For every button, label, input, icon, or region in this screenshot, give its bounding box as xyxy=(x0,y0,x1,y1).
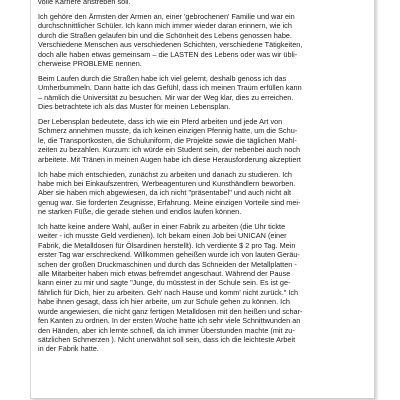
paragraph: Ich habe mich entschieden, zunächst zu arbeiten und danach zu studieren. Ich habe mich bei Einkaufszentren, Werbeagenturen und Kunsthändlern beworben. Aber sie haben mich abgewiesen, da ich nicht "präsentabel" und auch nicht alt genug war. Sie forderten Zeugnisse, Erfahrung. Meine einzigen Vorteile sind mei- ne starken Füße, die gerade stehen und endlos laufen können. xyxy=(38,169,301,217)
paragraph: Der Lebensplan bedeutete, dass ich wie ein Pferd arbeiten und jede Art von Schmerz annehmen musste, da ich keinen einzigen Pfennig hatte, um die Schu- le, die Transportkosten, die Schuluniform, die Projekte sowie die täglichen Mahl- zeiten zu bezahlen. Kurzum: ich würde ein Student sein, der nebenbei auch noch arbeitete. Mit Tränen in meinen Augen habe ich diese Herausforderung akzeptiert xyxy=(38,116,301,164)
paragraph: volle Karriere anstreben soll. xyxy=(38,0,131,6)
paragraph: Ich gehöre den Ärmsten der Armen an, einer 'gebrochenen' Familie und war ein durchschnittlicher Schüler. Ich kann mich immer wieder daran erinnern, wie ich durch die Straßen gelaufen bin und die Schönheit des Lebens genossen habe. Verschiedene Menschen aus verschiedenen Schichten, verschiedene Tätigkeiten, doch alle haben etwas gemeinsam – die LASTEN des Lebens oder was wir übli- cherweise PROBLEME nennen. xyxy=(38,11,303,68)
document-body xyxy=(38,0,370,359)
paragraph: Beim Laufen durch die Straßen habe ich viel gelernt, deshalb genoss ich das Umherbummeln. Dann hatte ich das Gefühl, dass ich meinen Traum erfüllen kann – nämlich die Universität zu besuchen. Mir war der Weg klar, dies zu erreichen. Dies betrachtete ich als das Muster für meinen Lebensplan. xyxy=(38,73,302,112)
document-page xyxy=(30,0,375,399)
paragraph: Ich hatte keine andere Wahl, außer in einer Fabrik zu arbeiten (die Uhr tickte weiter - ich musste Geld verdienen). Ich bekam einen Job bei UNICAN (einer Fabrik, die Metalldosen für Ölsardinen herstellt). Ich verdiente $ 2 pro Tag. Mein erster Tag war erschreckend. Willkommen geheißen wurde ich von lauten Geräu- schen der großen Druckmaschinen und durch das Schneiden der Metallplatten - alle Mitarbeiter haben mich etwas befremdet angeschaut. Während der Pause kann einer zu mir und sagte "Junge, du müsstest in der Schule sein. Es ist ge- fährlich für Dich, hier zu arbeiten. Geh' nach Hause und komm' nicht zurück." Ich habe ihnen gesagt, dass ich hier arbeite, um zur Schule gehen zu können. Ich wurde angewiesen, die nicht ganz fertigen Metalldosen mit den heißen und schar- fen Kanten zu ordnen. In der ersten Woche hatte ich sehr viele Schnittwunden an den Händen, aber ich lernte schnell, da ich immer Überstunden machte (mit zu- sätzlichen Schmerzen ). Nicht unerwähnt soll sein, dass ich die leichteste Arbeit in der Fabrik hatte. xyxy=(38,222,303,354)
